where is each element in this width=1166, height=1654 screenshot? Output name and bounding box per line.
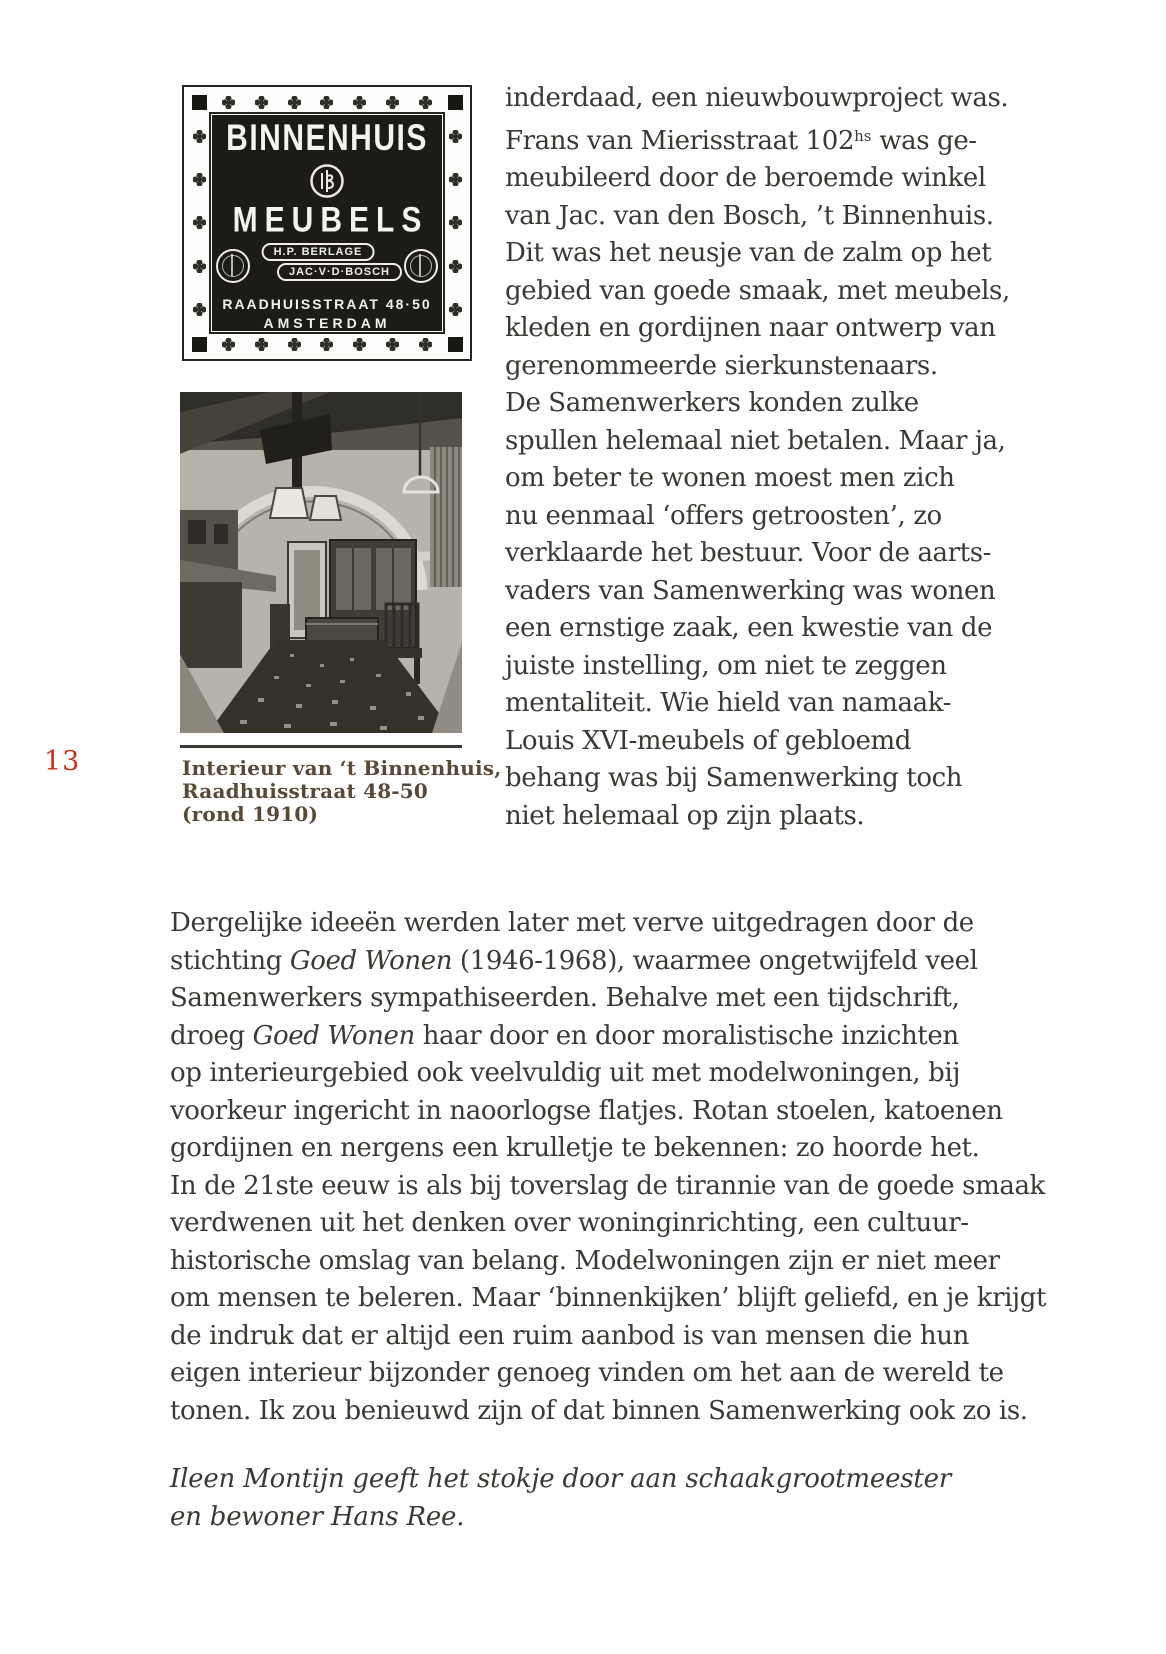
flower-motif-icon: [255, 96, 268, 109]
binnenhuis-monogram-icon: [309, 163, 345, 199]
paragraph-line: tonen. Ik zou benieuwd zijn of dat binnen Samenwerking ook zo is.: [170, 1395, 1028, 1426]
flower-motif-icon: [353, 96, 366, 109]
page-number: 13: [44, 746, 81, 777]
corner-square-icon: [442, 331, 468, 357]
ad-banners: [212, 242, 442, 292]
flower-motif-icon: [193, 260, 206, 273]
ad-designer-berlage: H.P. BERLAGE: [262, 243, 375, 261]
body-text-column: [505, 80, 1010, 835]
flower-motif-icon: [222, 338, 235, 351]
closing-line: Ileen Montijn geeft het stokje door aan schaakgrootmeester: [170, 1464, 952, 1494]
corner-square-icon: [186, 331, 212, 357]
paragraph-line: om mensen te beleren. Maar ‘binnenkijken’ blijft geliefd, en je krijgt: [170, 1283, 1047, 1313]
flower-motif-icon: [449, 260, 462, 273]
paragraph-line: historische omslag van belang. Modelwoningen zijn er niet meer: [170, 1245, 1000, 1276]
paragraph-line: Samenwerkers sympathiseerden. Behalve met een tijdschrift,: [170, 983, 960, 1013]
column-line: verklaarde het bestuur. Voor de aarts-: [505, 538, 992, 568]
flower-motif-icon: [288, 338, 301, 351]
goed-wonen-italic: Goed Wonen: [289, 945, 453, 976]
column-line: kleden en gordijnen naar ontwerp van: [505, 313, 996, 343]
advertisement-border-frame: [186, 89, 468, 357]
caption-line: Interieur van ‘t Binnenhuis,: [182, 756, 502, 780]
paragraph-line-text: (1946-1968), waarmee ongetwijfeld veel: [452, 945, 978, 976]
column-line-text: Frans van Mierisstraat 102: [505, 125, 855, 156]
column-line: meubileerd door de beroemde winkel: [505, 163, 986, 193]
column-line: Dit was het neusje van de zalm op het: [505, 238, 992, 268]
ad-title: BINNENHUIS: [226, 118, 428, 159]
paragraph-line: verdwenen uit het denken over woninginrichting, een cultuur-: [170, 1208, 969, 1238]
paragraph-line-text: haar door en door moralistische inzichten: [414, 1020, 959, 1051]
caption-line: (rond 1910): [182, 802, 319, 826]
column-line: juiste instelling, om niet te zeggen: [505, 650, 947, 681]
paragraph-line: In de 21ste eeuw is als bij toverslag de tirannie van de goede smaak: [170, 1170, 1045, 1201]
paragraph-line: Dergelijke ideeën werden later met verve uitgedragen door de: [170, 908, 974, 938]
column-line: om beter te wonen moest men zich: [505, 463, 955, 493]
paragraph-line: de indruk dat er altijd een ruim aanbod is van mensen die hun: [170, 1320, 969, 1351]
flower-motif-icon: [193, 303, 206, 316]
interior-photo: [180, 392, 462, 733]
goed-wonen-italic: Goed Wonen: [252, 1020, 415, 1051]
paragraph-line-text: droeg: [170, 1020, 253, 1051]
flower-motif-icon: [386, 338, 399, 351]
column-line: gerenommeerde sierkunstenaars.: [505, 350, 938, 381]
column-line: inderdaad, een nieuwbouwproject was.: [505, 83, 1009, 113]
flower-motif-icon: [222, 96, 235, 109]
flower-motif-icon: [255, 338, 268, 351]
bottom-paragraph: [170, 905, 1046, 1430]
column-line: vaders van Samenwerking was wonen: [505, 575, 996, 606]
flower-border-bottom: [212, 331, 442, 357]
column-line: gebied van goede smaak, met meubels,: [505, 275, 1010, 306]
paragraph-line: [170, 943, 1046, 981]
paragraph-line-text: stichting: [170, 945, 290, 976]
ad-product: MEUBELS: [232, 200, 429, 240]
column-line-text: was ge-: [871, 125, 977, 156]
column-line: De Samenwerkers konden zulke: [505, 388, 919, 418]
flower-motif-icon: [419, 338, 432, 351]
advertisement-panel: [212, 115, 442, 331]
flower-motif-icon: [320, 338, 333, 351]
flower-border-left: [186, 115, 212, 331]
caption-rule: [180, 745, 462, 748]
binnenhuis-advertisement: [182, 85, 472, 361]
paragraph-line: [170, 1018, 1046, 1056]
corner-square-icon: [186, 89, 212, 115]
column-line: behang was bij Samenwerking toch: [505, 763, 963, 793]
flower-border-top: [212, 89, 442, 115]
photo-caption: [182, 757, 501, 826]
flower-border-right: [442, 115, 468, 331]
column-line: mentaliteit. Wie hield van namaak-: [505, 688, 951, 718]
flower-motif-icon: [419, 96, 432, 109]
column-line: spullen helemaal niet betalen. Maar ja,: [505, 425, 1006, 456]
column-line: een ernstige zaak, een kwestie van de: [505, 613, 993, 643]
column-line: [505, 118, 1010, 161]
flower-motif-icon: [193, 130, 206, 143]
flower-motif-icon: [449, 303, 462, 316]
ad-address: RAADHUISSTRAAT 48·50: [222, 296, 432, 312]
corner-square-icon: [442, 89, 468, 115]
flower-motif-icon: [449, 173, 462, 186]
flower-motif-icon: [320, 96, 333, 109]
flower-motif-icon: [449, 130, 462, 143]
caption-line: Raadhuisstraat 48-50: [182, 779, 429, 803]
flower-motif-icon: [353, 338, 366, 351]
guild-mark-left-icon: [216, 249, 250, 283]
closing-line: en bewoner Hans Ree.: [170, 1501, 465, 1532]
flower-motif-icon: [193, 216, 206, 229]
column-line: nu eenmaal ‘offers getroosten’, zo: [505, 500, 942, 531]
closing-note: [170, 1461, 951, 1536]
paragraph-line: voorkeur ingericht in naoorlogse flatjes. Rotan stoelen, katoenen: [170, 1095, 1003, 1126]
paragraph-line: eigen interieur bijzonder genoeg vinden om het aan de wereld te: [170, 1358, 1004, 1388]
ad-city: AMSTERDAM: [263, 315, 391, 331]
flower-motif-icon: [386, 96, 399, 109]
paragraph-line: gordijnen en nergens een krulletje te bekennen: zo hoorde het.: [170, 1133, 980, 1163]
paragraph-line: op interieurgebied ook veelvuldig uit met modelwoningen, bij: [170, 1058, 960, 1088]
column-line: van Jac. van den Bosch, ’t Binnenhuis.: [505, 200, 994, 231]
flower-motif-icon: [288, 96, 301, 109]
flower-motif-icon: [449, 216, 462, 229]
column-line: Louis XVI-meubels of gebloemd: [505, 725, 911, 756]
column-line: niet helemaal op zijn plaats.: [505, 800, 865, 831]
ad-designer-bosch: JAC·V·D·BOSCH: [277, 263, 402, 281]
superscript-hs: hs: [854, 126, 872, 145]
guild-mark-right-icon: [404, 249, 438, 283]
flower-motif-icon: [193, 173, 206, 186]
